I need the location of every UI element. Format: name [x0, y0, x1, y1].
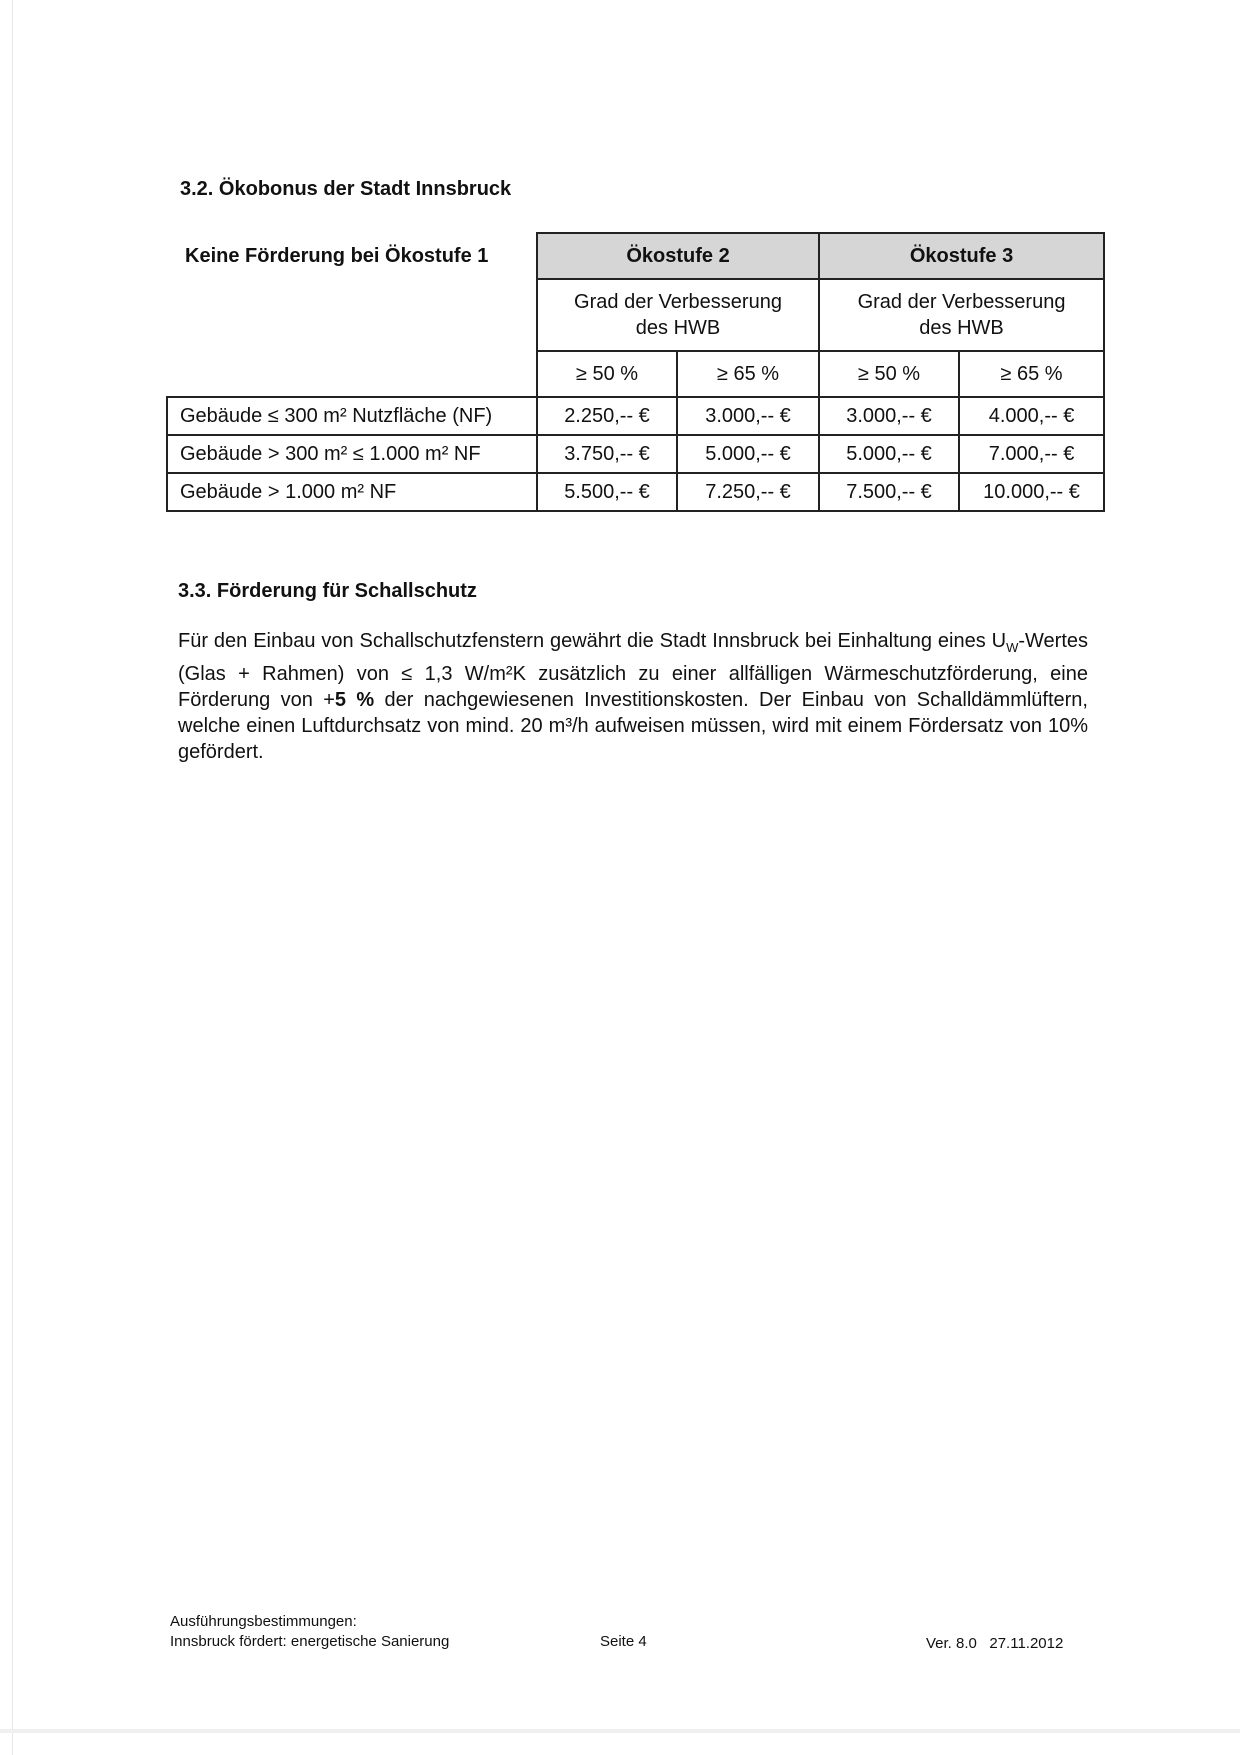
row-value: 7.250,-- € — [677, 473, 819, 511]
row-value: 7.500,-- € — [819, 473, 959, 511]
footer-page: Seite 4 — [600, 1633, 647, 1650]
row-value: 3.000,-- € — [819, 397, 959, 435]
no-funding-cell — [167, 233, 537, 279]
para-part1: Für den Einbau von Schallschutzfenstern gewährt die Stadt Innsbruck bei Einhaltung eines U — [178, 630, 1007, 652]
stage2-header: Ökostufe 2 — [537, 233, 819, 279]
pct-50-stage2: ≥ 50 % — [537, 351, 677, 397]
grad-line1: Grad der Verbesserung — [857, 291, 1066, 313]
stage3-header: Ökostufe 3 — [819, 233, 1104, 279]
grad-line2: des HWB — [919, 317, 1004, 339]
row-value: 7.000,-- € — [959, 435, 1104, 473]
row-value: 3.750,-- € — [537, 435, 677, 473]
table-row — [167, 397, 1104, 435]
pct-50-stage3: ≥ 50 % — [819, 351, 959, 397]
row-value: 3.000,-- € — [677, 397, 819, 435]
section-heading-3-2: 3.2. Ökobonus der Stadt Innsbruck — [180, 178, 512, 200]
para-part3: der nachgewiesenen Investitionskosten. Der Einbau von Schalldämmlüftern, welche einen Luftdurchsatz von mind. 20 m³/h aufweisen müssen, wird mit einem Fördersatz von 10% gefördert. — [178, 689, 1088, 763]
para-bold: 5 % — [334, 689, 375, 711]
para-subscript: W — [1006, 640, 1019, 655]
row-label: Gebäude > 1.000 m² NF — [167, 473, 537, 511]
schallschutz-paragraph — [178, 628, 1088, 765]
table-row — [167, 435, 1104, 473]
no-funding-label: Keine Förderung bei Ökostufe 1 — [185, 244, 489, 267]
table-row — [167, 473, 1104, 511]
para-part2: -Wertes (Glas + Rahmen) von ≤ 1,3 W/m²K zusätzlich zu einer allfälligen Wärmeschutzförderung, eine Förderung von + — [178, 630, 1088, 711]
oekobonus-table — [166, 232, 1105, 512]
footer-left — [170, 1612, 449, 1652]
row-label: Gebäude ≤ 300 m² Nutzfläche (NF) — [167, 397, 537, 435]
pct-65-stage3: ≥ 65 % — [959, 351, 1104, 397]
stage3-grad — [819, 279, 1104, 351]
row-value: 10.000,-- € — [959, 473, 1104, 511]
section-heading-3-3: 3.3. Förderung für Schallschutz — [178, 580, 477, 602]
grad-line1: Grad der Verbesserung — [574, 291, 782, 313]
grad-line2: des HWB — [635, 317, 721, 339]
footer-version: Ver. 8.0 27.11.2012 — [926, 1635, 1064, 1652]
pct-65-stage2: ≥ 65 % — [677, 351, 819, 397]
footer-title: Ausführungsbestimmungen: — [170, 1613, 357, 1630]
row-value: 5.000,-- € — [819, 435, 959, 473]
row-value: 5.500,-- € — [537, 473, 677, 511]
page-bottom-edge — [0, 1729, 1240, 1733]
page-edge — [12, 0, 13, 1755]
row-value: 4.000,-- € — [959, 397, 1104, 435]
stage2-grad — [537, 279, 819, 351]
row-label: Gebäude > 300 m² ≤ 1.000 m² NF — [167, 435, 537, 473]
row-value: 5.000,-- € — [677, 435, 819, 473]
footer-subtitle: Innsbruck fördert: energetische Sanierung — [170, 1633, 450, 1650]
row-value: 2.250,-- € — [537, 397, 677, 435]
